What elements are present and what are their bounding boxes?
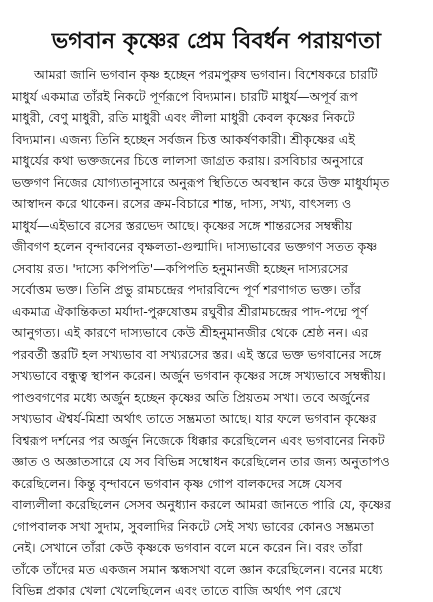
text-line: মাধুরী, বেণু মাধুরী, রতি মাধুরী এবং লীলা মাধুরী কেবল কৃষ্ণের নিকটে: [12, 110, 355, 125]
text-line: সখ্যভাবে বন্ধুত্ব স্থাপন করেন। অর্জুন ভগবান কৃষ্ণের সঙ্গে সখ্যভাবে সম্বন্ধীয়।: [12, 368, 386, 383]
text-line: ভক্তগণ নিজের যোগ্যতানুসারে অনুরূপ স্থিতিতে অবস্থান করে উক্ত মাধুর্যামৃত: [12, 174, 390, 190]
text-line: করেছিলেন। কিন্তু বৃন্দাবনে ভগবান কৃষ্ণ গোপ বালকদের সঙ্গে যেসব: [12, 475, 342, 491]
text-line: জীবগণ হলেন বৃন্দাবনের বৃক্ষলতা-গুল্মাদি। দাস্যভাবের ভক্তগণ সতত কৃষ্ণ: [12, 239, 378, 254]
text-line: একমাত্র ঐকান্তিকতা মর্যাদা-পুরুষোত্তম রঘুবীর শ্রীরামচন্দ্রের পাদ-পদ্মে পূর্ণ: [12, 303, 368, 319]
text-line: পরবর্তী স্তরটি হল সখ্যভাব বা সখ্যরসের স্তর। এই স্তরে ভক্ত ভগবানের সঙ্গে: [12, 346, 382, 362]
text-line: মাধুর্য—এইভাবে রসের স্তরভেদ আছে। কৃষ্ণের সঙ্গে শান্তরসের সম্বন্ধীয়: [12, 217, 353, 233]
text-line: মাধুর্য একমাত্র তাঁরই নিকটে পূর্ণরূপে বিদ্যমান। চারটি মাধুর্য—অপূর্ব রূপ: [12, 88, 358, 104]
text-line: নেই। সেখানে তাঁরা কেউ কৃষ্ণকে ভগবান বলে মনে করেন নি। বরং তাঁরা: [12, 540, 363, 555]
text-line: আমরা জানি ভগবান কৃষ্ণ হচ্ছেন পরমপুরুষ ভগবান। বিশেষকরে চারটি: [34, 67, 378, 82]
text-line: সেবায় রত। 'দাস্যে কপিপতি'—কপিপতি হনুমানজী হচ্ছেন দাস্যরসের: [12, 260, 349, 276]
text-line: পাণ্ডবগণের মধ্যে অর্জুন হচ্ছেন কৃষ্ণের অতি প্রিয়তম সখা। তবে অর্জুনের: [12, 389, 370, 405]
text-line: সর্বোত্তম ভক্ত। তিনি প্রভু রামচন্দ্রের পদারবিন্দে পূর্ণ শরণাগত ভক্ত। তাঁর: [12, 282, 361, 297]
text-line: মাধুর্যের কথা ভক্তজনের চিত্তে লালসা জাগ্রত করায়। রসবিচার অনুসারে: [12, 153, 364, 168]
text-line: বাল্যলীলা করেছিলেন সেসব অনুধ্যান করলে আমরা জানতে পারি যে, কৃষ্ণের: [12, 497, 392, 512]
text-line: আস্বাদন করে থাকেন। রসের ক্রম-বিচারে শান্ত, দাস্য, সখ্য, বাৎসল্য ও: [12, 196, 352, 211]
page-title: ভগবান কৃষ্ণের প্রেম বিবর্ধন পরায়ণতা: [51, 29, 382, 54]
body-text: [12, 64, 420, 602]
text-line: বিভিন্ন প্রকার খেলা খেলেছিলেন এবং তাতে বাজি অর্থাৎ পণ রেখে: [12, 583, 342, 598]
text-line: বিশ্বরূপ দর্শনের পর অর্জুন নিজেকে ধিক্কার করেছিলেন এবং ভগবানের নিকট: [12, 432, 385, 448]
text-line: তাঁকে তাঁদের মত একজন সমান স্কন্ধসখা বলে জ্ঞান করেছিলেন। বনের মধ্যে: [12, 561, 383, 577]
text-line: সখ্যভাব ঐশ্বর্য-মিশ্রা অর্থাৎ তাতে সম্ভ্রমতা আছে। যার ফলে ভগবান কৃষ্ণের: [12, 411, 377, 426]
text-line: গোপবালক সখা সুদাম, সুবলাদির নিকটে সেই সখ্য ভাবের কোনও সম্ভ্রমতা: [12, 518, 374, 534]
text-line: বিদ্যমান। এজন্য তিনি হচ্ছেন সর্বজন চিত্ত আকর্ষণকারী। শ্রীকৃষ্ণের এই: [12, 131, 355, 147]
text-line: জ্ঞাত ও অজ্ঞাতসারে যে সব বিভিন্ন সম্বোধন করেছিলেন তার জন্য অনুতাপও: [12, 454, 390, 469]
text-line: আনুগত্য। এই কারণে দাস্যভাবে কেউ শ্রীহনুমানজীর থেকে শ্রেষ্ঠ নন। এর: [12, 325, 369, 340]
